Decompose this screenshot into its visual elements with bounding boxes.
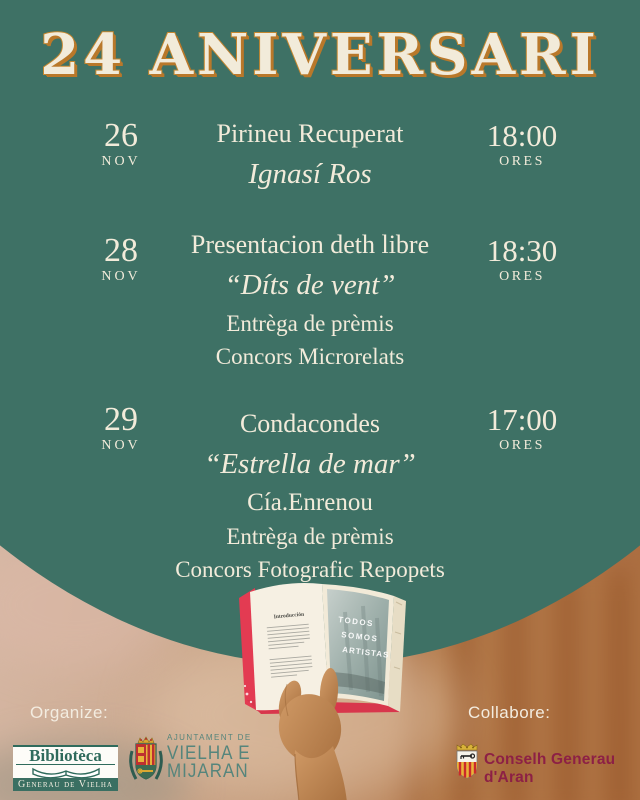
event-2-time-unit: ORES	[499, 269, 545, 284]
event-1-line-1: Pirineu Recuperat	[216, 119, 404, 148]
event-1-time	[462, 120, 582, 172]
event-3-line-4: Entrèga de prèmis	[226, 524, 394, 549]
event-1-hour: 18:00	[486, 118, 558, 153]
event-3-line-1: Condacondes	[239, 409, 381, 438]
collabore-label: Collabore:	[468, 703, 551, 722]
conselh-shield-icon	[453, 742, 481, 780]
event-3-day: 29	[104, 401, 138, 438]
ajuntament-coat-of-arms	[126, 735, 166, 789]
event-1-description	[150, 116, 470, 196]
event-2-line-3: Entrèga de prèmis	[226, 311, 394, 336]
event-1-time-unit: ORES	[499, 154, 545, 169]
event-1-day: 26	[104, 117, 138, 154]
book-photo-caption-line-1: TODOS	[337, 615, 375, 629]
ajuntament-line-1: AJUNTAMENT DE	[167, 733, 252, 742]
event-3-month: NOV	[101, 438, 141, 453]
conselh-logo-label: Conselh Generau d'Aran	[484, 751, 616, 786]
biblioteca-logo-title: Bibliotèca	[16, 747, 115, 765]
book-left-page-heading: Introducción	[273, 611, 305, 621]
biblioteca-logo-subtitle: Generau de Vielha	[13, 778, 118, 791]
event-2-line-4: Concors Microrelats	[215, 344, 405, 369]
event-3-time	[462, 404, 582, 456]
ajuntament-line-3: MIJARAN	[167, 759, 249, 782]
biblioteca-logo	[13, 745, 118, 791]
event-3-line-5: Concors Fotografic Repopets	[175, 557, 445, 582]
event-2-day: 28	[104, 232, 138, 269]
event-3-hour: 17:00	[486, 402, 558, 437]
event-3-line-3: Cía.Enrenou	[247, 489, 373, 516]
event-3-line-2: “Estrella de mar”	[204, 448, 416, 480]
event-2-description	[150, 227, 470, 373]
book-photo-caption-line-3: ARTISTAS	[341, 645, 390, 660]
event-2-line-2: “Díts de vent”	[224, 269, 396, 301]
event-2-line-1: Presentacion deth libre	[190, 230, 430, 259]
book-photo-caption-line-2: SOMOS	[340, 630, 379, 644]
event-3-time-unit: ORES	[499, 438, 545, 453]
event-2-hour: 18:30	[486, 233, 558, 268]
event-1-line-2: Ignasí Ros	[248, 158, 372, 190]
event-3-description	[150, 406, 470, 586]
page-title: 24 ANIVERSARI	[40, 22, 600, 88]
event-2-month: NOV	[101, 269, 141, 284]
ajuntament-line-2: VIELHA E	[167, 741, 251, 764]
event-1-month: NOV	[101, 154, 141, 169]
ajuntament-logo-text	[167, 732, 287, 782]
organize-label: Organize:	[30, 703, 109, 722]
event-2-time	[462, 235, 582, 287]
